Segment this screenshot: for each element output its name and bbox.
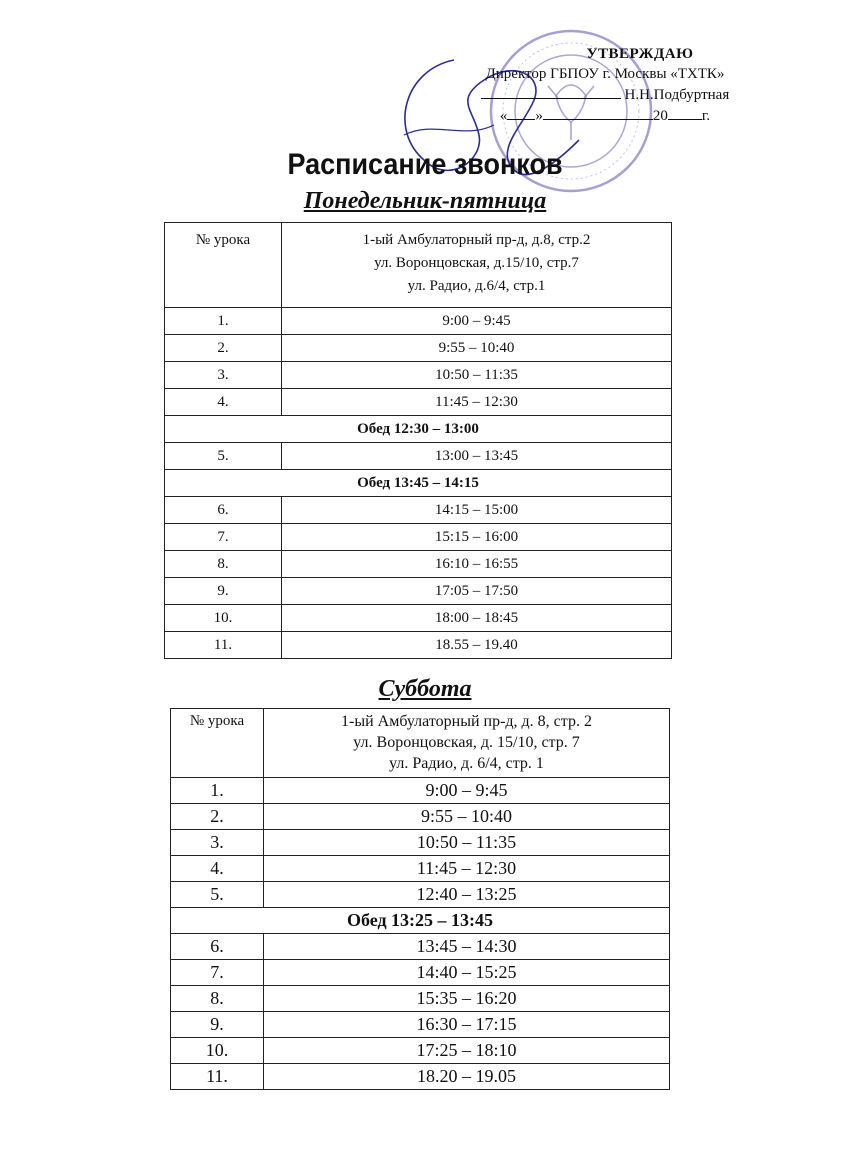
lesson-time: 16:30 – 17:15 [264, 1012, 670, 1038]
table-row [165, 389, 672, 416]
month-line [543, 105, 653, 120]
table-row [171, 804, 670, 830]
address-line: ул. Воронцовская, д.15/10, стр.7 [374, 255, 579, 271]
table-row [171, 856, 670, 882]
lesson-number: 10. [165, 605, 282, 632]
lesson-time: 9:55 – 10:40 [264, 804, 670, 830]
address-line: 1-ый Амбулаторный пр-д, д.8, стр.2 [362, 232, 591, 248]
year-line [668, 105, 702, 120]
lesson-number: 7. [171, 960, 264, 986]
table-header-row [165, 223, 672, 308]
lesson-time: 15:35 – 16:20 [264, 986, 670, 1012]
day-line [507, 105, 535, 120]
lunch-label: Обед 13:45 – 14:15 [165, 470, 672, 497]
signature-line [481, 84, 621, 99]
lunch-row [171, 908, 670, 934]
lesson-number: 7. [165, 524, 282, 551]
lesson-time: 12:40 – 13:25 [264, 882, 670, 908]
table-row [171, 1038, 670, 1064]
lunch-row [165, 416, 672, 443]
lesson-time: 13:45 – 14:30 [264, 934, 670, 960]
table-header-row [171, 709, 670, 778]
table-row [171, 986, 670, 1012]
approval-heading: УТВЕРЖДАЮ [586, 46, 694, 62]
lesson-number: 9. [171, 1012, 264, 1038]
lesson-number: 4. [171, 856, 264, 882]
approval-date-row [440, 105, 770, 126]
table-row [165, 443, 672, 470]
date-open-quote: « [499, 108, 508, 124]
lesson-number: 6. [171, 934, 264, 960]
lesson-number: 9. [165, 578, 282, 605]
lesson-number: 2. [165, 335, 282, 362]
table-row [171, 934, 670, 960]
table-row [165, 632, 672, 659]
weekdays-rows-c [165, 497, 672, 659]
lesson-number: 4. [165, 389, 282, 416]
table-row [171, 1064, 670, 1090]
address-line: 1-ый Амбулаторный пр-д, д. 8, стр. 2 [341, 713, 592, 730]
approval-position: Директор ГБПОУ г. Москвы «ТХТК» [485, 66, 725, 82]
lesson-number-header: № урока [165, 223, 282, 308]
date-close-quote: » [535, 108, 543, 124]
lesson-number: 3. [165, 362, 282, 389]
lesson-time: 9:00 – 9:45 [264, 778, 670, 804]
lesson-number: 11. [165, 632, 282, 659]
lesson-number: 8. [171, 986, 264, 1012]
lunch-label: Обед 13:25 – 13:45 [171, 908, 670, 934]
addresses-header [282, 223, 672, 308]
table-row [165, 308, 672, 335]
table-row [171, 960, 670, 986]
lesson-number: 3. [171, 830, 264, 856]
saturday-schedule-table [170, 708, 670, 1090]
year-prefix: 20 [652, 108, 668, 124]
lunch-label: Обед 12:30 – 13:00 [165, 416, 672, 443]
approval-name: Н.Н.Подбуртная [624, 87, 730, 103]
address-line: ул. Радио, д.6/4, стр.1 [407, 278, 546, 294]
lesson-time: 17:05 – 17:50 [282, 578, 672, 605]
lesson-number: 2. [171, 804, 264, 830]
lesson-time: 9:00 – 9:45 [282, 308, 672, 335]
table-row [165, 578, 672, 605]
table-row [165, 551, 672, 578]
year-suffix: г. [701, 108, 711, 124]
lesson-time: 17:25 – 18:10 [264, 1038, 670, 1064]
table-row [171, 830, 670, 856]
lesson-time: 13:00 – 13:45 [282, 443, 672, 470]
address-line: ул. Воронцовская, д. 15/10, стр. 7 [353, 734, 580, 751]
lesson-time: 10:50 – 11:35 [264, 830, 670, 856]
lesson-number: 10. [171, 1038, 264, 1064]
lesson-time: 9:55 – 10:40 [282, 335, 672, 362]
saturday-rows-a [171, 778, 670, 908]
saturday-subtitle: Суббота [378, 676, 472, 702]
lesson-time: 18:00 – 18:45 [282, 605, 672, 632]
lesson-number: 1. [165, 308, 282, 335]
lesson-number: 8. [165, 551, 282, 578]
table-row [171, 882, 670, 908]
lesson-number: 5. [171, 882, 264, 908]
table-row [165, 362, 672, 389]
saturday-rows-b [171, 934, 670, 1090]
lesson-number: 5. [165, 443, 282, 470]
lesson-time: 18.55 – 19.40 [282, 632, 672, 659]
weekdays-subtitle: Понедельник-пятница [303, 188, 547, 214]
table-row [165, 605, 672, 632]
page-title: Расписание звонков [287, 148, 563, 181]
weekdays-rows-a [165, 308, 672, 416]
lesson-time: 15:15 – 16:00 [282, 524, 672, 551]
lesson-number: 11. [171, 1064, 264, 1090]
lesson-time: 11:45 – 12:30 [282, 389, 672, 416]
lesson-number-header: № урока [171, 709, 264, 778]
lesson-time: 14:15 – 15:00 [282, 497, 672, 524]
lesson-time: 18.20 – 19.05 [264, 1064, 670, 1090]
table-row [171, 778, 670, 804]
approval-name-row [440, 84, 770, 105]
lesson-number: 1. [171, 778, 264, 804]
lesson-time: 10:50 – 11:35 [282, 362, 672, 389]
table-row [171, 1012, 670, 1038]
table-row [165, 524, 672, 551]
addresses-header [264, 709, 670, 778]
table-row [165, 335, 672, 362]
lesson-number: 6. [165, 497, 282, 524]
lesson-time: 16:10 – 16:55 [282, 551, 672, 578]
address-line: ул. Радио, д. 6/4, стр. 1 [389, 755, 544, 772]
weekdays-schedule-table [164, 222, 672, 659]
lunch-row [165, 470, 672, 497]
weekdays-rows-b [165, 443, 672, 470]
lesson-time: 11:45 – 12:30 [264, 856, 670, 882]
approval-block [440, 44, 770, 126]
lesson-time: 14:40 – 15:25 [264, 960, 670, 986]
table-row [165, 497, 672, 524]
